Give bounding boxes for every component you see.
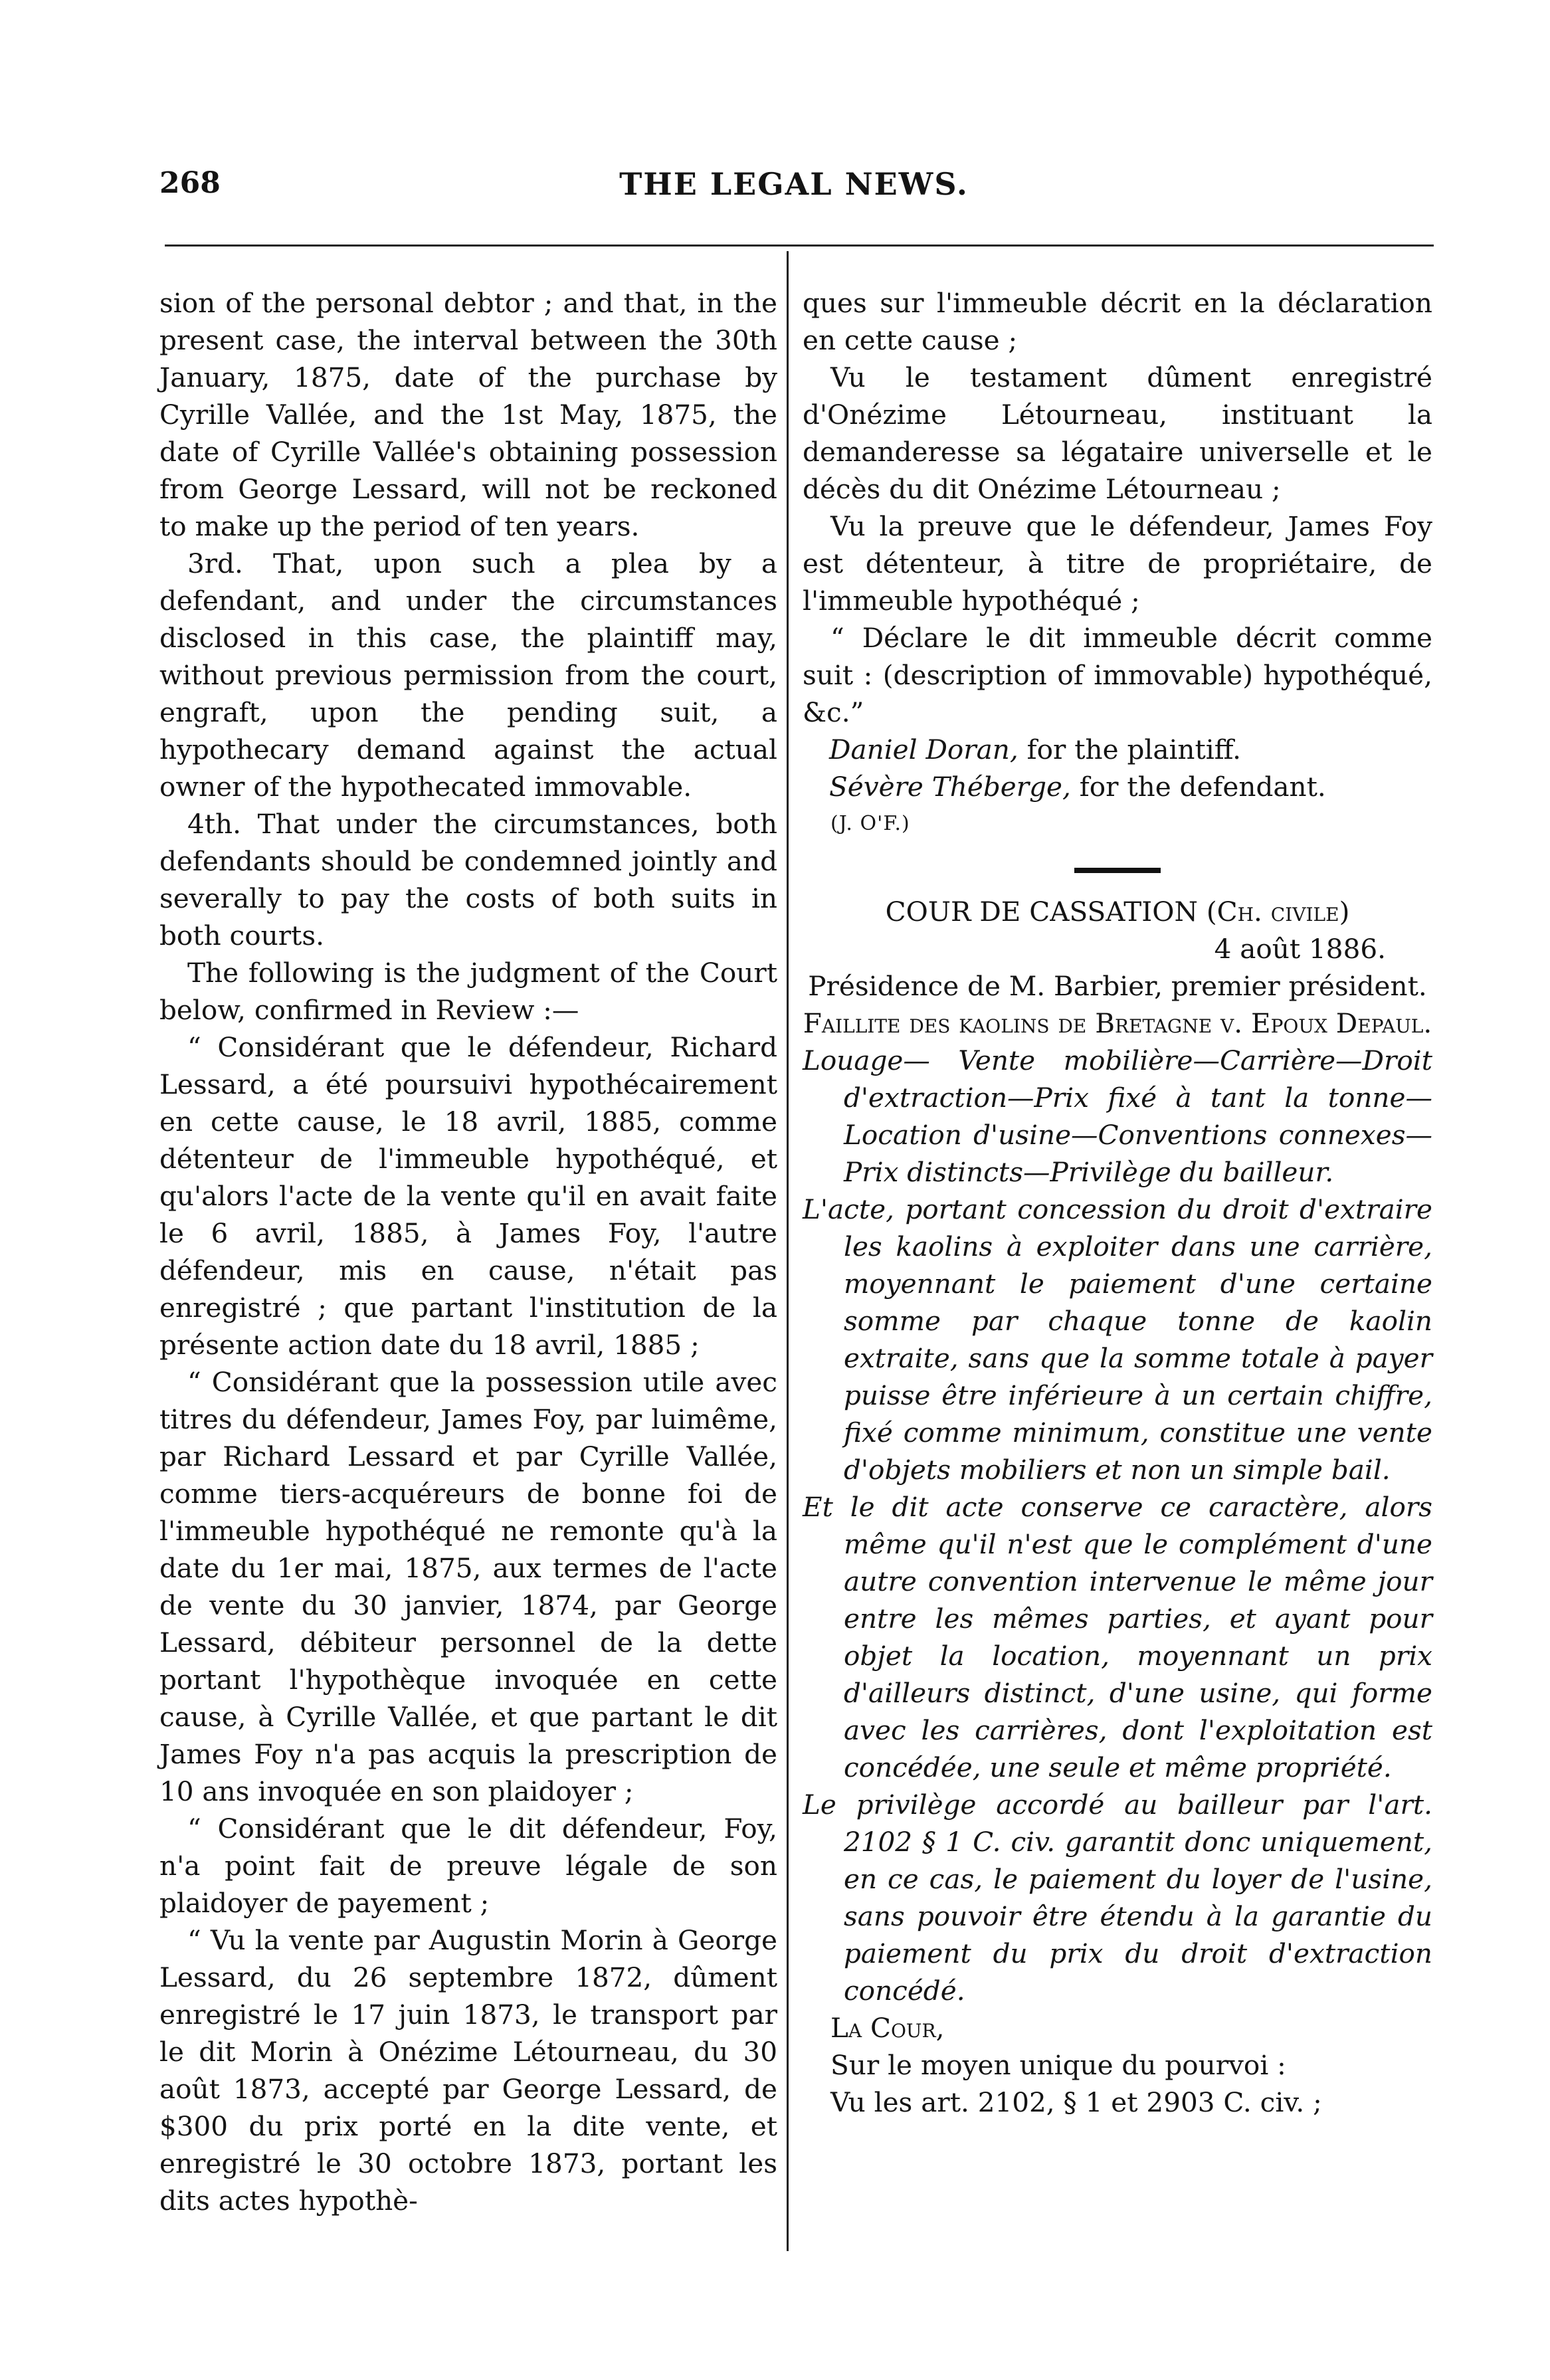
reporter-initials: (J. O'F.) (830, 812, 910, 835)
headnote: Le privilège accordé au bailleur par l'art. 2102 § 1 C. civ. garantit donc uniquement, en ce cas, le paiement du loyer de l'usine, sans pouvoir être étendu à la garantie du paiement du prix du droit d'extraction concédé. (803, 1789, 1432, 2007)
paragraph: ques sur l'immeuble décrit en la déclaration en cette cause ; (803, 287, 1432, 356)
headnote: Et le dit acte conserve ce caractère, alors même qu'il n'est que le complément d'une autre convention intervenue le même jour entre les mêmes parties, et ayant pour objet la location, moyennant un prix d'ailleurs distinct, d'une usine, qui forme avec les carrières, dont l'exploitation est concédée, une seule et même propriété. (803, 1491, 1432, 1783)
header-rule (165, 245, 1434, 247)
court-name: COUR DE CASSATION (885, 896, 1198, 928)
presidence: Présidence de M. Barbier, premier président. (808, 970, 1427, 1002)
left-column (159, 284, 777, 2219)
counsel-role: for the plaintiff. (1018, 734, 1241, 765)
case-title: Faillite des kaolins de Bretagne v. Epoux Depaul. (803, 1007, 1432, 1039)
page-number: 268 (159, 166, 221, 200)
paragraph: 3rd. That, upon such a plea by a defendant, and under the circumstances disclosed in this case, the plaintiff may, without previous permission from the court, engraft, upon the pending suit, a hypothecary demand against the actual owner of the hypothecated immovable. (159, 547, 777, 803)
counsel-role: for the defendant. (1070, 771, 1326, 803)
right-column (803, 284, 1432, 2121)
paragraph: The following is the judgment of the Court below, confirmed in Review :— (159, 957, 777, 1026)
paragraph: sion of the personal debtor ; and that, in the present case, the interval between the 30th January, 1875, date of the purchase by Cyrille Vallée, and the 1st May, 1875, the date of Cyrille Vallée's obtaining possession from George Lessard, will not be reckoned to make up the period of ten years. (159, 287, 777, 542)
headnote: Louage— Vente mobilière—Carrière—Droit d'extraction—Prix fixé à tant la tonne—Location d'usine—Conventions connexes—Prix distincts—Privilège du bailleur. (803, 1044, 1432, 1188)
paragraph: 4th. That under the circumstances, both defendants should be condemned jointly and severally to pay the costs of both suits in both courts. (159, 808, 777, 951)
paragraph: Vu les art. 2102, § 1 et 2903 C. civ. ; (830, 2086, 1322, 2118)
page-header (159, 166, 1428, 219)
chamber: (Ch. civile) (1206, 896, 1350, 928)
paragraph: Sur le moyen unique du pourvoi : (830, 2049, 1286, 2081)
section-rule (1074, 868, 1161, 873)
paragraph: “ Vu la vente par Augustin Morin à George Lessard, du 26 septembre 1872, dûment enregistré le 17 juin 1873, le transport par le dit Morin à Onézime Létourneau, du 30 août 1873, accepté par George Lessard, de $300 du prix porté en la dite vente, et enregistré le 30 octobre 1873, portant les dits actes hypothè- (159, 1924, 777, 2217)
running-head: THE LEGAL NEWS. (619, 166, 969, 202)
paragraph: “ Considérant que le défendeur, Richard Lessard, a été poursuivi hypothécairement en cette cause, le 18 avril, 1885, comme détenteur de l'immeuble hypothéqué, et qu'alors l'acte de la vente qu'il en avait faite le 6 avril, 1885, à James Foy, l'autre défendeur, mis en cause, n'était pas enregistré ; que partant l'institution de la présente action date du 18 avril, 1885 ; (159, 1031, 777, 1361)
decision-date: 4 août 1886. (1214, 933, 1386, 965)
paragraph: Vu le testament dûment enregistré d'Onézime Létourneau, instituant la demanderesse sa légataire universelle et le décès du dit Onézime Létourneau ; (803, 361, 1432, 505)
paragraph: “ Déclare le dit immeuble décrit comme suit : (description of immovable) hypothéqué, &c.” (803, 622, 1432, 728)
la-cour: La Cour, (830, 2012, 945, 2044)
paragraph: “ Considérant que la possession utile avec titres du défendeur, James Foy, par luimême, par Richard Lessard et par Cyrille Vallée, comme tiers-acquéreurs de bonne foi de l'immeuble hypothéqué ne remonte qu'à la date du 1er mai, 1875, aux termes de l'acte de vente du 30 janvier, 1874, par George Lessard, débiteur personnel de la dette portant l'hypothèque invoquée en cette cause, à Cyrille Vallée, et que partant le dit James Foy n'a pas acquis la prescription de 10 ans invoquée en son plaidoyer ; (159, 1366, 777, 1807)
counsel-plaintiff (803, 731, 1432, 768)
counsel-name: Daniel Doran, (829, 734, 1018, 765)
headnote: L'acte, portant concession du droit d'extraire les kaolins à exploiter dans une carrière, moyennant le paiement d'une certaine somme par chaque tonne de kaolin extraite, sans que la somme totale à payer puisse être inférieure à un certain chiffre, fixé comme minimum, constitue une vente d'objets mobiliers et non un simple bail. (803, 1193, 1432, 1486)
counsel-name: Sévère Théberge, (829, 771, 1071, 803)
court-heading (803, 893, 1432, 930)
paragraph: Vu la preuve que le défendeur, James Foy est détenteur, à titre de propriétaire, de l'immeuble hypothéqué ; (803, 510, 1432, 617)
counsel-defendant (803, 768, 1432, 805)
paragraph: “ Considérant que le dit défendeur, Foy, n'a point fait de preuve légale de son plaidoyer de payement ; (159, 1813, 777, 1919)
column-divider (787, 251, 789, 2251)
